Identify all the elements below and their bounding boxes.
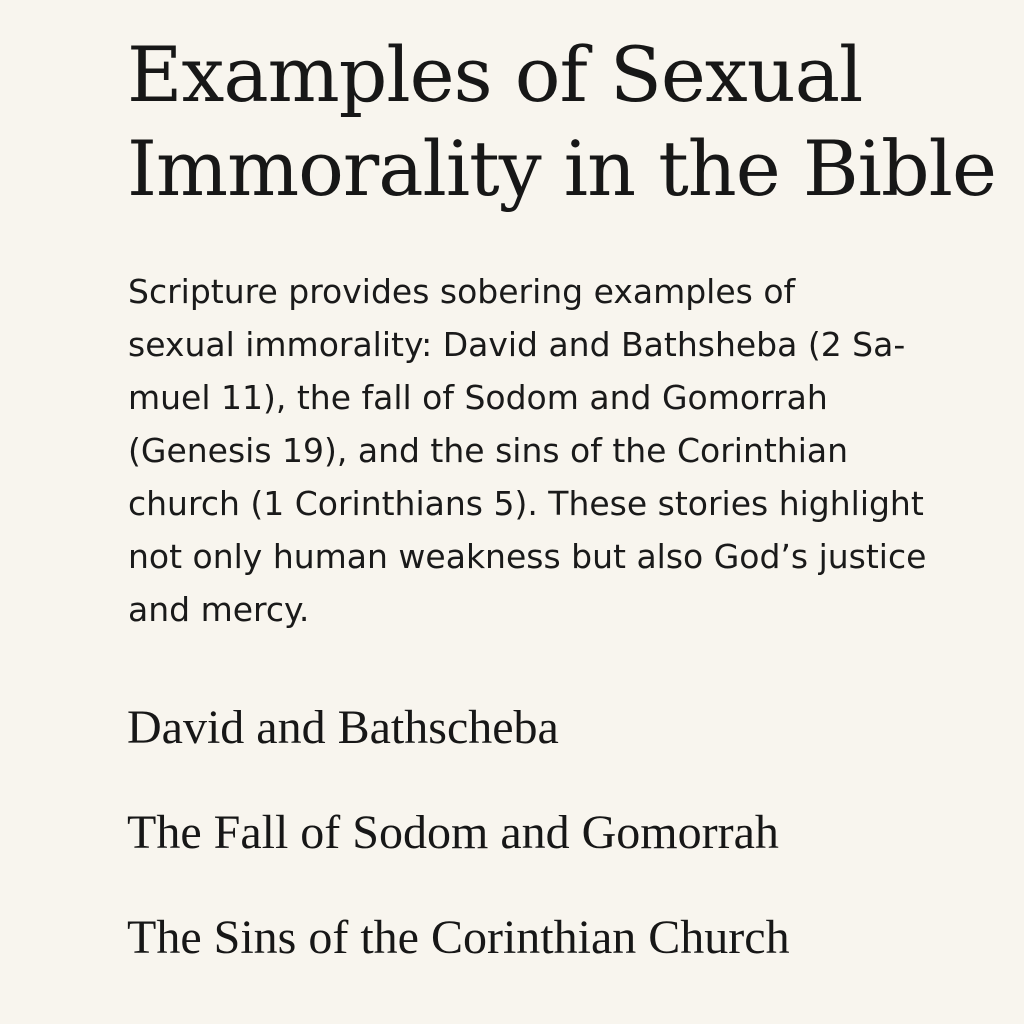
example-item-sins-of-corinthian-church: The Sins of the Corinthian Church <box>127 911 790 964</box>
example-item-fall-of-sodom-gomorrah: The Fall of Sodom and Gomorrah <box>127 806 779 859</box>
intro-line-6: not only human weakness but also God’s justice <box>128 537 927 576</box>
intro-line-7: and mercy. <box>128 590 310 629</box>
intro-line-2: sexual immorality: David and Bathsheba (2 Sa- <box>128 325 906 364</box>
title-line-2: Immorality in the Bible <box>127 124 996 213</box>
title-line-1: Examples of Sexual <box>127 30 863 119</box>
intro-line-3: muel 11), the fall of Sodom and Gomorrah <box>128 378 828 417</box>
page-title <box>127 28 1007 216</box>
examples-list <box>127 675 1007 990</box>
intro-line-5: church (1 Corinthians 5). These stories highlight <box>128 484 924 523</box>
intro-line-4: (Genesis 19), and the sins of the Corinthian <box>128 431 849 470</box>
intro-paragraph <box>128 265 998 636</box>
example-item-david-bathscheba: David and Bathscheba <box>127 701 559 754</box>
intro-line-1: Scripture provides sobering examples of <box>128 272 796 311</box>
